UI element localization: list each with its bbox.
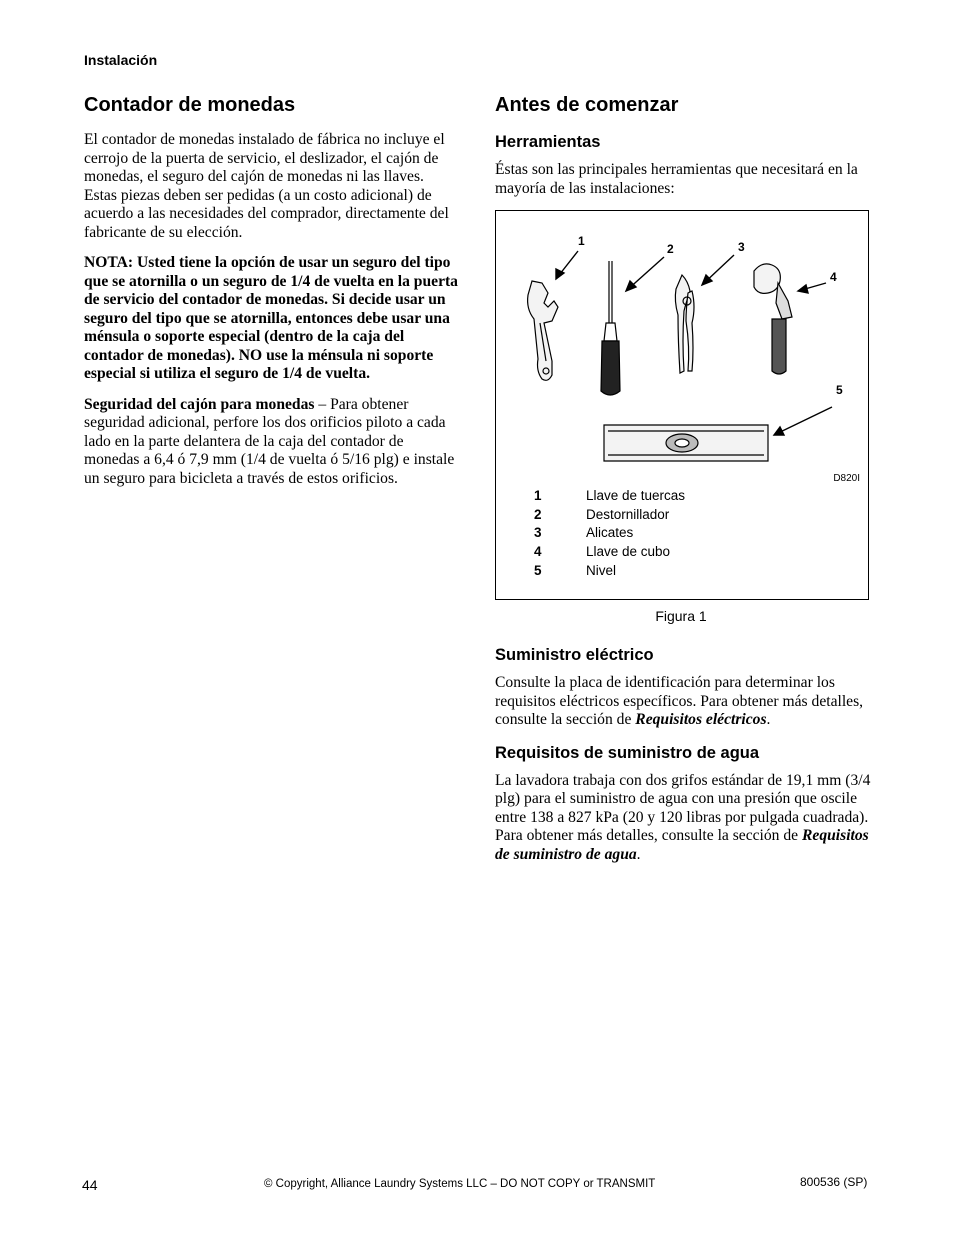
coin-meter-paragraph: El contador de monedas instalado de fábrica no incluye el cerrojo de la puerta de servicio, el deslizador, el cajón de monedas, el seguro del cajón de monedas ni las llaves. Estas piezas deben ser pedidas (a un costo adicional) de acuerdo a las necesidades del comprador, directamente del fabricante de su elección. [84, 131, 449, 241]
figure-caption: Figura 1 [655, 608, 707, 624]
tools-heading: Herramientas [495, 133, 601, 151]
water-ref: Requisitos de suministro de agua [495, 827, 869, 863]
legend-item: 5 Nivel [534, 562, 617, 578]
security-label: Seguridad del cajón para monedas [84, 395, 315, 413]
note-paragraph: NOTA: Usted tiene la opción de usar un seguro del tipo que se atornilla o un seguro de 1/4 de vuelta en la puerta de servicio del contador de monedas. Si decide usar un seguro del tipo que se atornilla, entonces debe usar una ménsula o soporte especial (dentro de la caja del contador de monedas). NO use la ménsula ni soporte especial si utiliza el seguro de 1/4 de vuelta. [84, 254, 458, 382]
legend-item: 4 Llave de cubo [534, 544, 671, 560]
section-label: Instalación [84, 52, 158, 68]
electric-ref: Requisitos eléctricos [635, 711, 767, 728]
tools-intro: Éstas son las principales herramientas que necesitará en la mayoría de las instalaciones: [495, 161, 858, 197]
callout-3: 3 [738, 240, 745, 254]
legend-item: 2 Destornillador [534, 506, 670, 522]
water-paragraph: La lavadora trabaja con dos grifos estándar de 19,1 mm (3/4 plg) para el suministro de agua con una presión que oscile entre 138 a 827 kPa (20 y 120 libras por pulgada cuadrada). Para obtener más detalles, consulte la sección de Requisitos de suministro de agua. [495, 771, 871, 863]
left-column [84, 92, 460, 500]
legend-item: 3 Alicates [534, 525, 634, 541]
water-heading: Requisitos de suministro de agua [495, 743, 760, 762]
coin-meter-title: Contador de monedas [84, 94, 296, 116]
callout-4: 4 [830, 270, 837, 284]
callout-1: 1 [578, 234, 585, 248]
page-number: 44 [82, 1177, 98, 1193]
electric-paragraph: Consulte la placa de identificación para determinar los requisitos eléctricos específicos. Para obtener más detalles, consulte la sección de Requisitos eléctricos. [495, 674, 864, 728]
figure-legend [534, 488, 685, 581]
socket-wrench-icon [754, 264, 792, 374]
document-number: 800536 (SP) [800, 1175, 868, 1189]
pliers-icon [675, 275, 694, 373]
legend-item: 1 Llave de tuercas [534, 488, 686, 503]
security-text: – Para obtener seguridad adicional, perfore los dos orificios piloto a cada lado en la parte delantera de la caja del contador de monedas a 6,4 ó 7,9 mm (1/4 de vuelta ó 5/16 plg) e instale un seguro para bicicleta a través de estos orificios. [84, 395, 455, 487]
screwdriver-icon [601, 261, 620, 395]
callout-5: 5 [836, 383, 843, 397]
wrench-icon [528, 281, 558, 380]
copyright-notice: © Copyright, Alliance Laundry Systems LLC – DO NOT COPY or TRANSMIT [264, 1178, 656, 1190]
electric-heading: Suministro eléctrico [495, 646, 654, 664]
tools-figure [495, 210, 869, 600]
right-column [495, 92, 871, 876]
before-start-title: Antes de comenzar [495, 94, 679, 116]
figure-id: D820I [833, 473, 860, 484]
security-paragraph [84, 396, 460, 489]
callout-2: 2 [667, 242, 674, 256]
level-icon [604, 425, 768, 461]
